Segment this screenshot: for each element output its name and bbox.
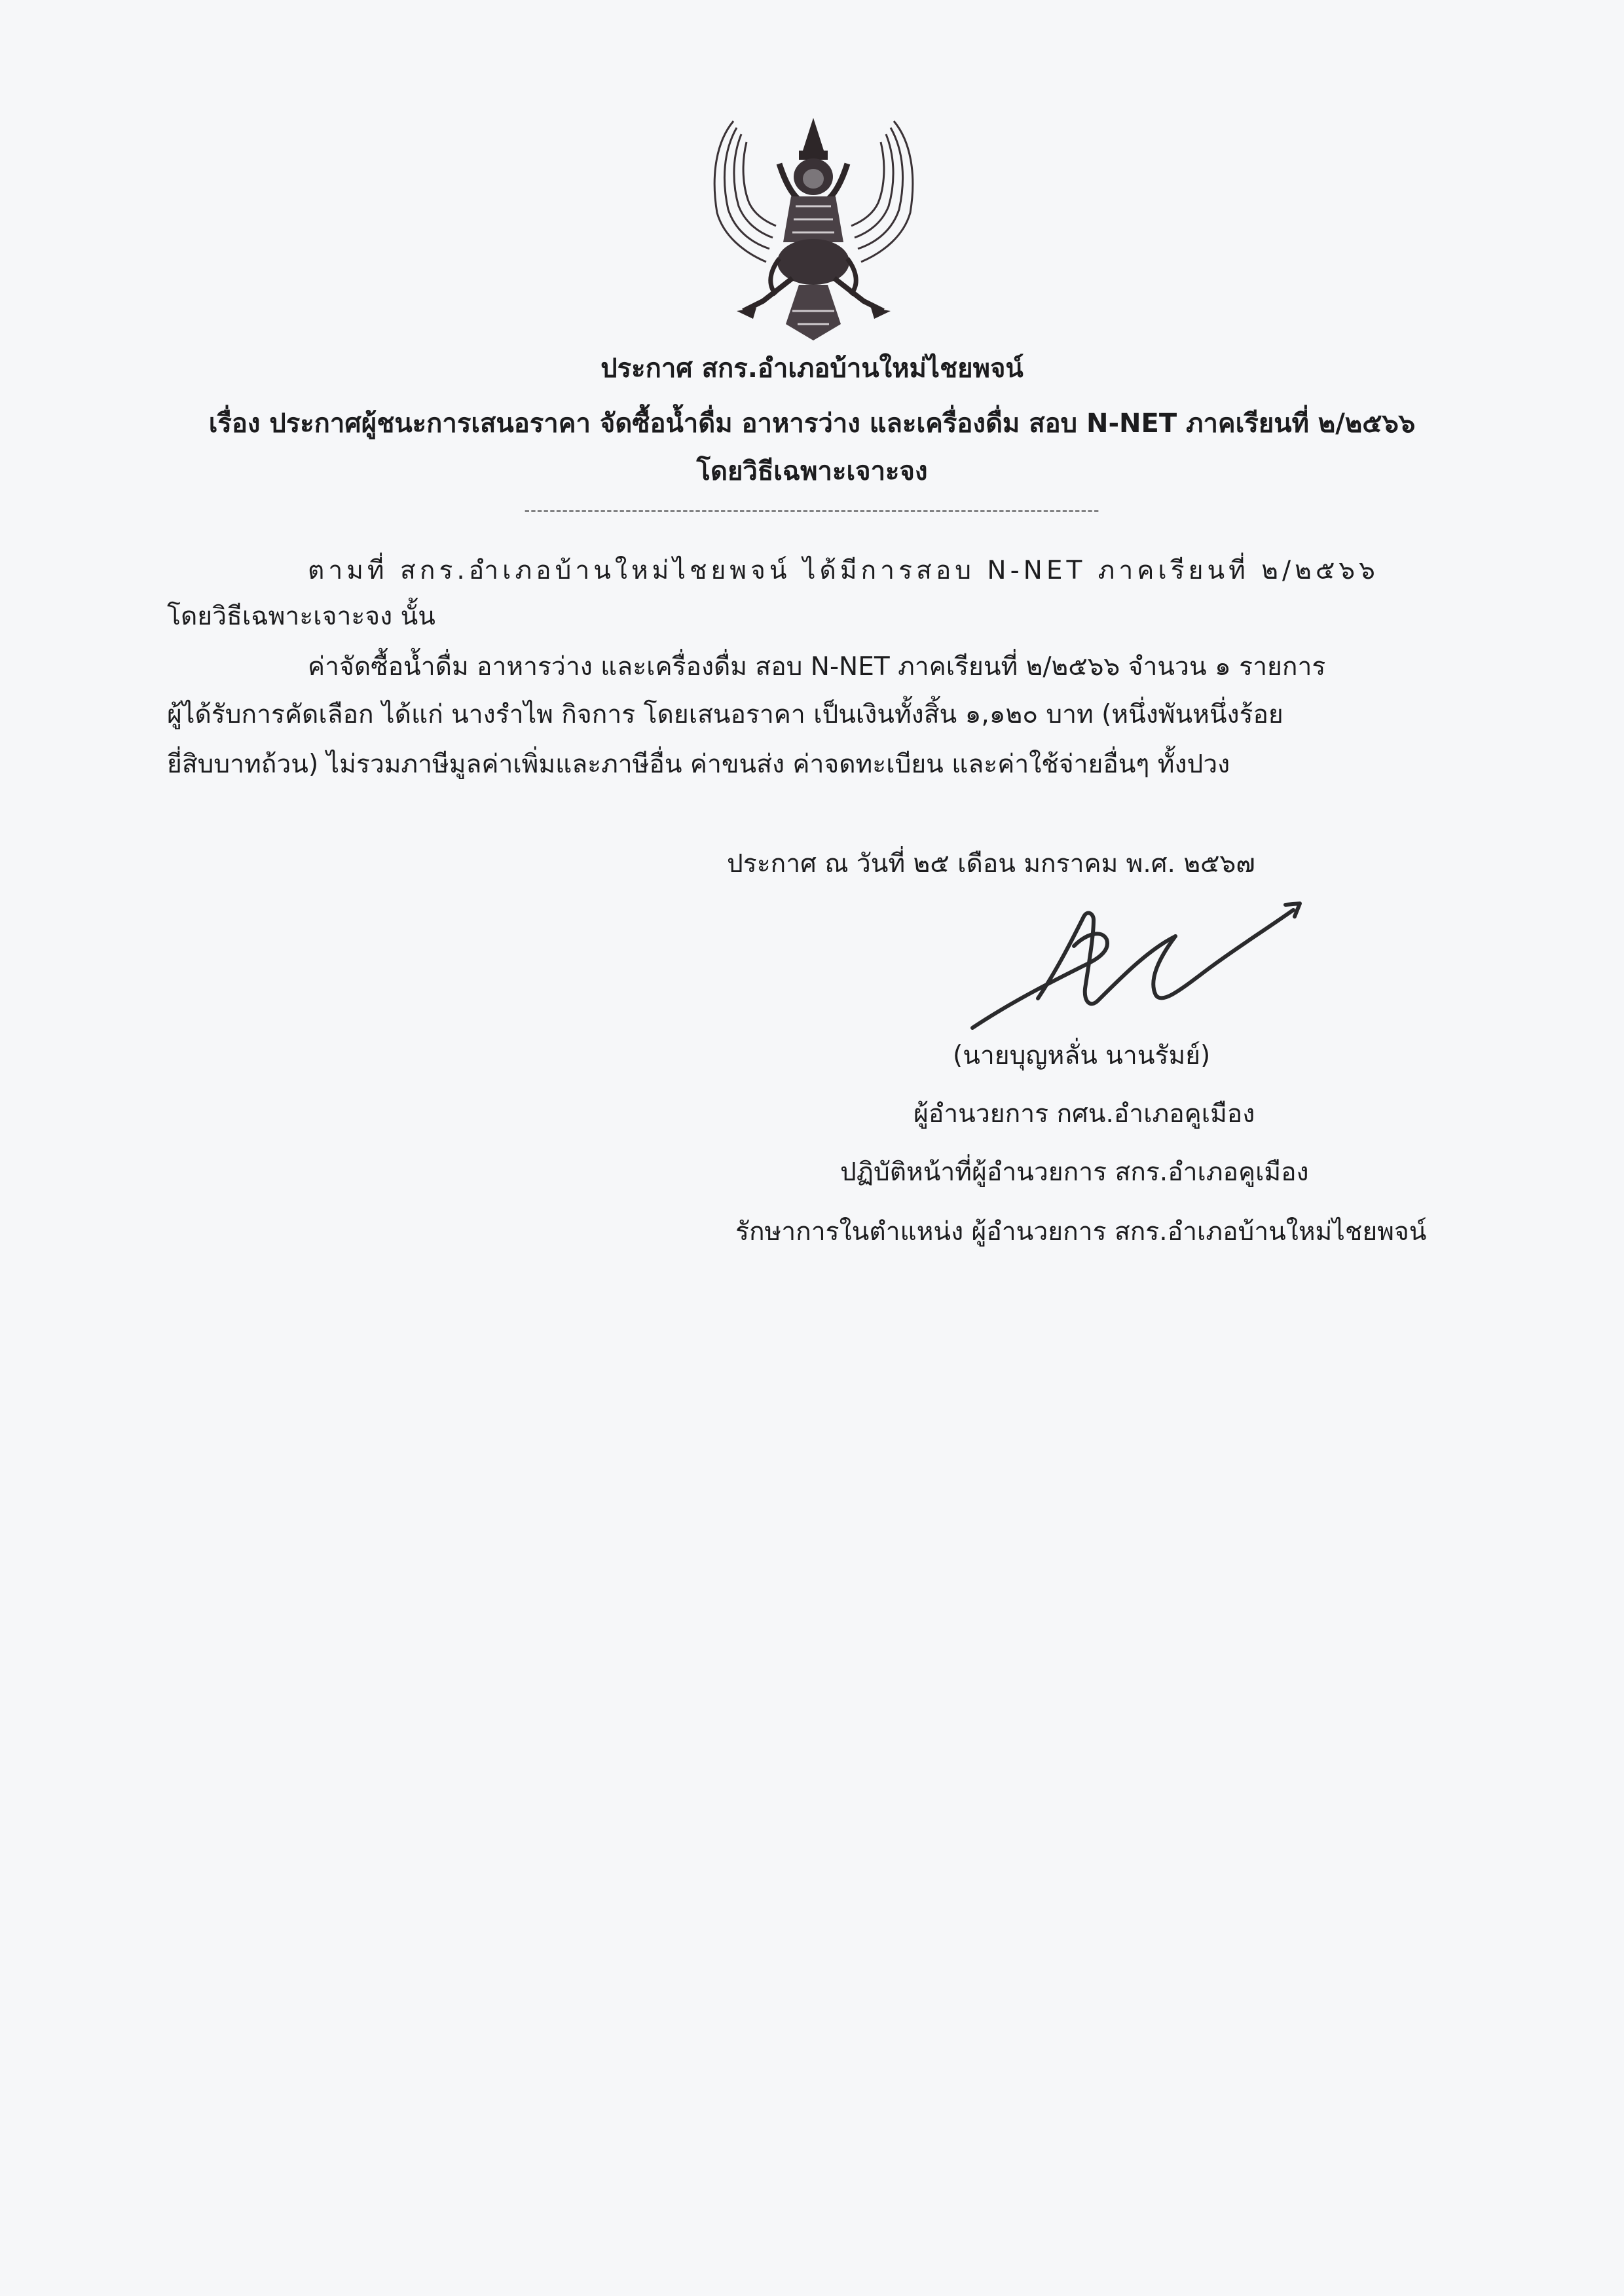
signature-icon (959, 897, 1313, 1048)
garuda-emblem-icon (707, 115, 920, 347)
signer-position-3: รักษาการในตำแหน่ง ผู้อำนวยการ สกร.อำเภอบ้านใหม่ไชยพจน์ (735, 1217, 1427, 1247)
paragraph2-line2: ผู้ได้รับการคัดเลือก ได้แก่ นางรำไพ กิจการ โดยเสนอราคา เป็นเงินทั้งสิ้น ๑,๑๒๐ บาท (หนึ่งพันหนึ่งร้อย (167, 700, 1283, 729)
procurement-method: โดยวิธีเฉพาะเจาะจง (696, 456, 928, 486)
signer-name: (นายบุญหลั่น นานรัมย์) (953, 1041, 1211, 1070)
paragraph1-line2: โดยวิธีเฉพาะเจาะจง นั้น (167, 602, 435, 631)
announcement-subject: เรื่อง ประกาศผู้ชนะการเสนอราคา จัดซื้อน้ำดื่ม อาหารว่าง และเครื่องดื่ม สอบ N-NET ภาคเรียนที่ ๒/๒๕๖๖ (208, 409, 1416, 439)
announcement-date: ประกาศ ณ วันที่ ๒๕ เดือน มกราคม พ.ศ. ๒๕๖๗ (727, 849, 1255, 879)
signer-position-1: ผู้อำนวยการ กศน.อำเภอคูเมือง (913, 1099, 1255, 1129)
announcement-title: ประกาศ สกร.อำเภอบ้านใหม่ไชยพจน์ (600, 354, 1024, 384)
paragraph2-line1: ค่าจัดซื้อน้ำดื่ม อาหารว่าง และเครื่องดื่ม สอบ N-NET ภาคเรียนที่ ๒/๒๕๖๖ จำนวน ๑ รายการ (308, 652, 1326, 682)
paragraph1-line1: ตามที่ สกร.อำเภอบ้านใหม่ไชยพจน์ ได้มีการสอบ N-NET ภาคเรียนที่ ๒/๒๕๖๖ (308, 556, 1379, 585)
divider-line: ------------------------------------------------------------------------------------------- (524, 501, 1100, 519)
paragraph2-line3: ยี่สิบบาทถ้วน) ไม่รวมภาษีมูลค่าเพิ่มและภาษีอื่น ค่าขนส่ง ค่าจดทะเบียน และค่าใช้จ่ายอื่นๆ ทั้งปวง (167, 750, 1230, 779)
signer-position-2: ปฏิบัติหน้าที่ผู้อำนวยการ สกร.อำเภอคูเมือง (840, 1157, 1309, 1187)
